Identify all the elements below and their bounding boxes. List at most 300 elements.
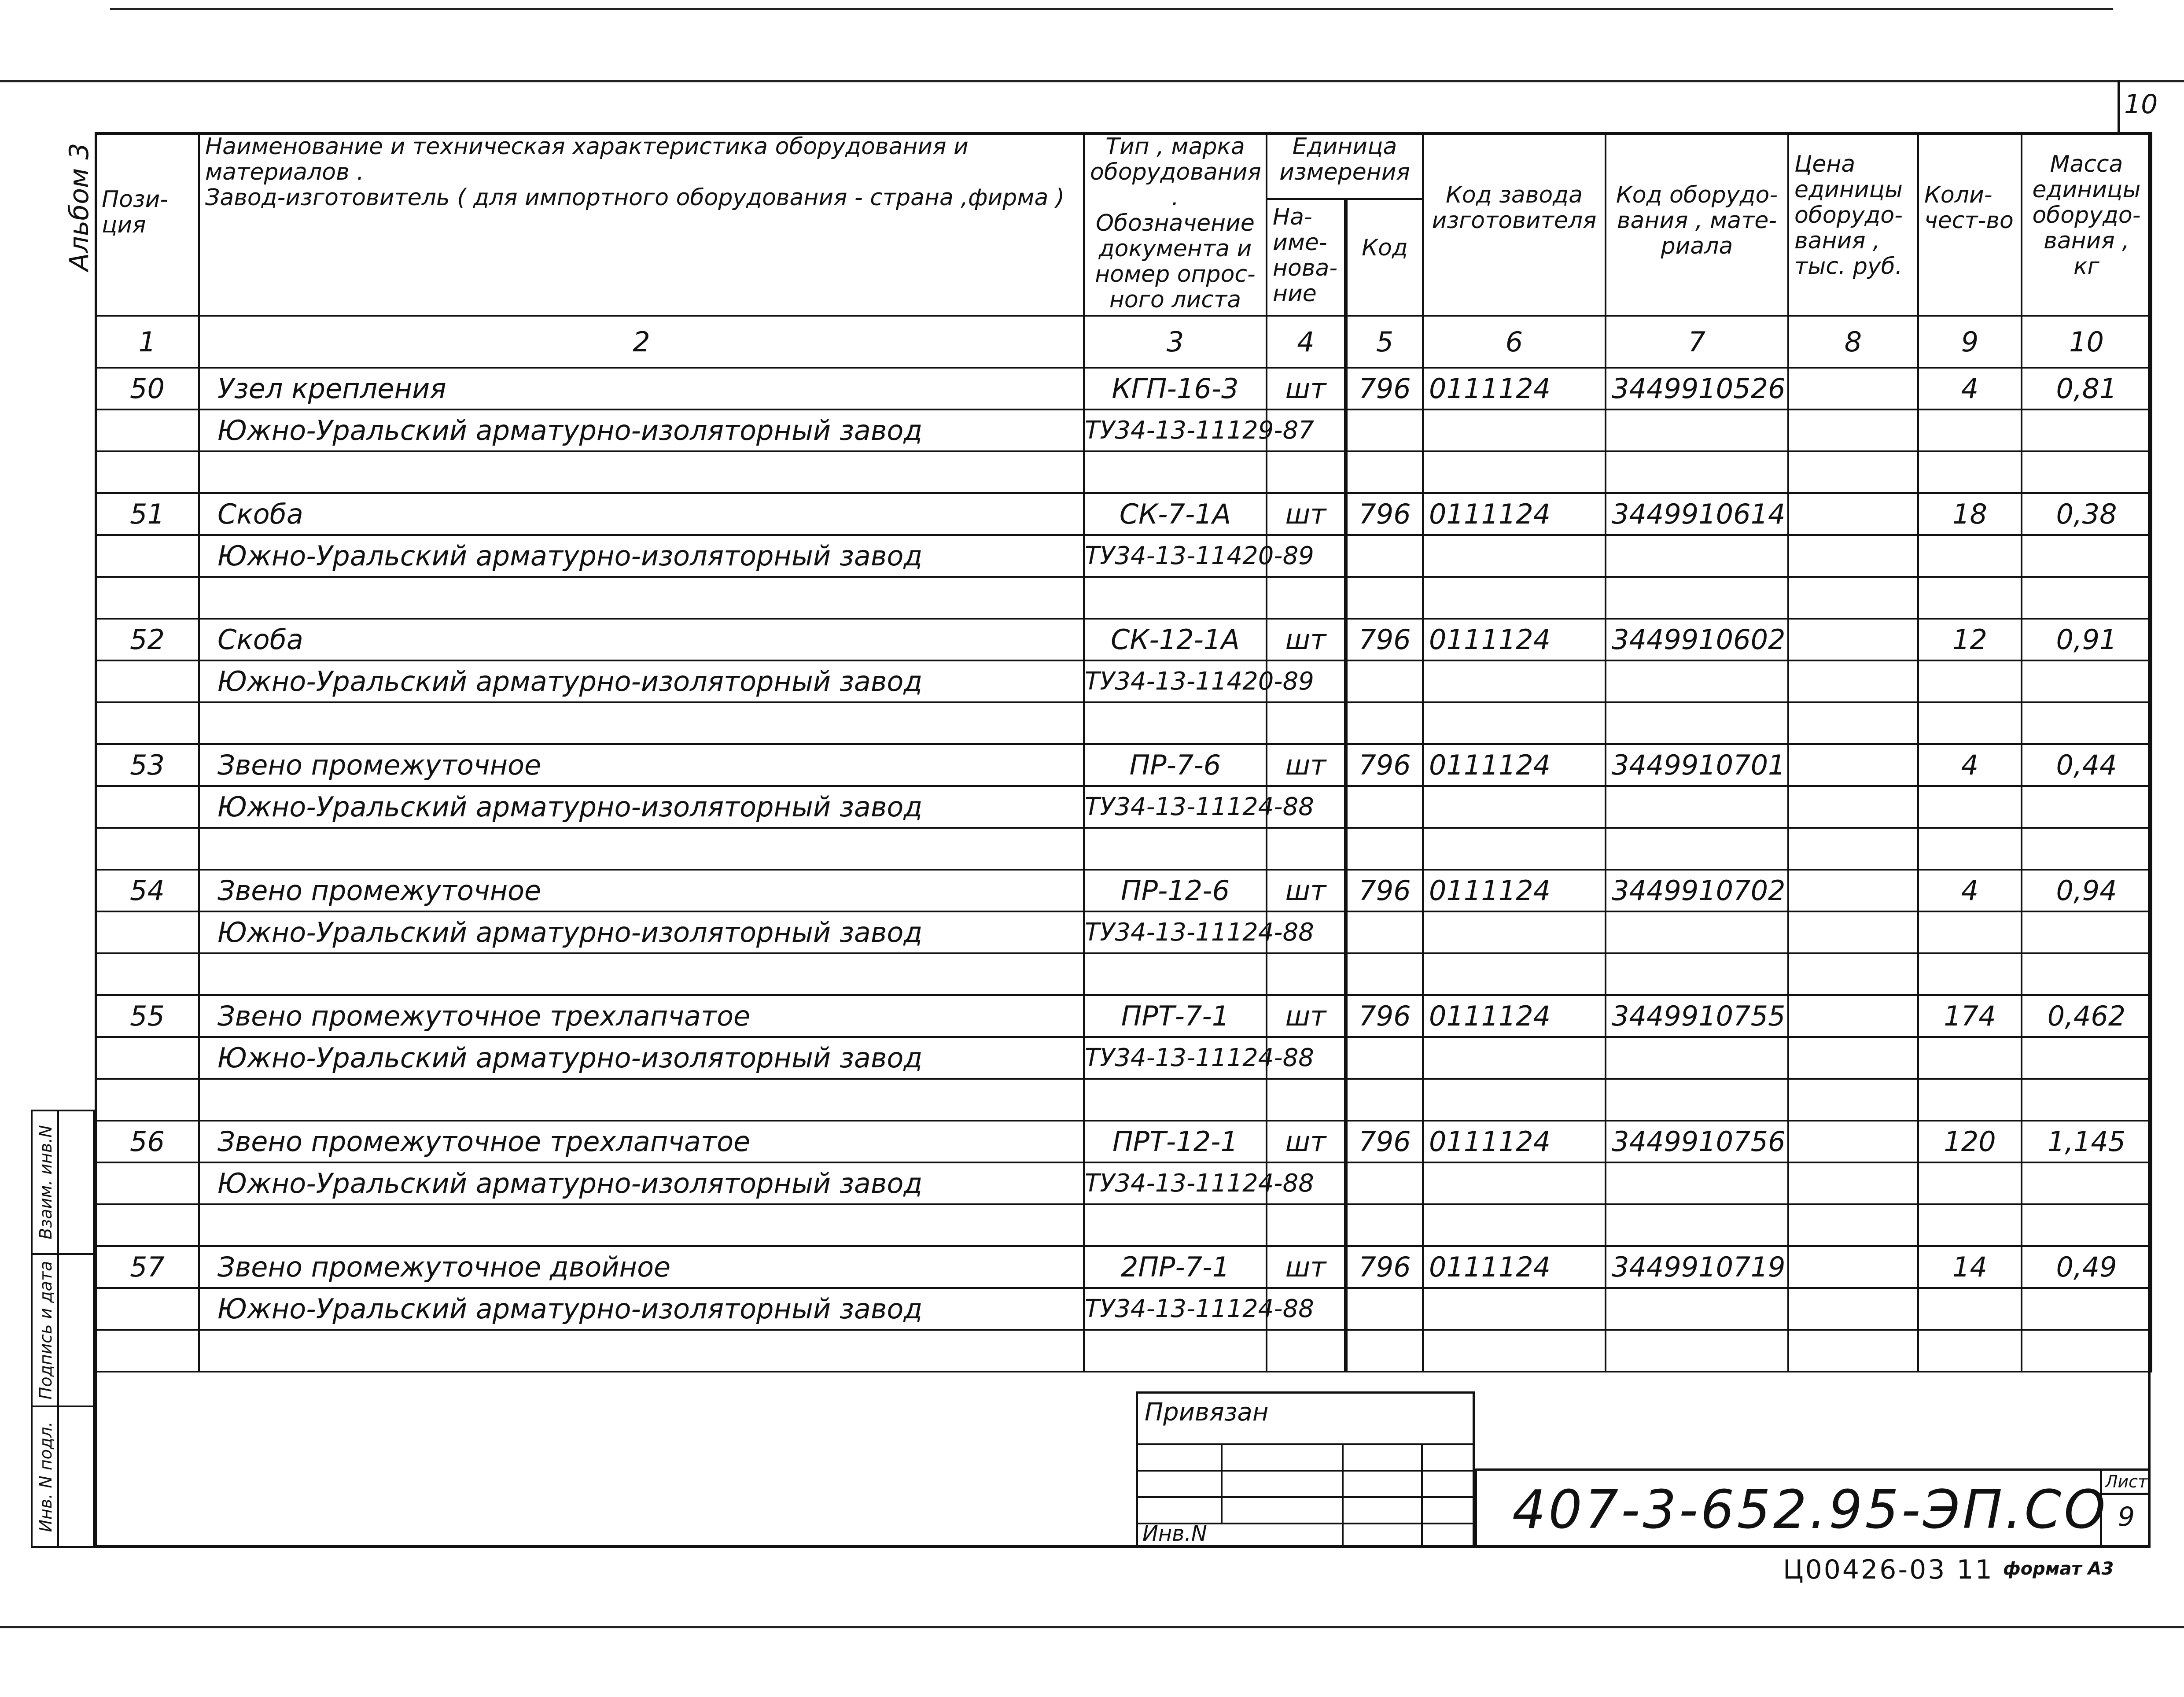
empty-cell bbox=[2022, 1079, 2151, 1121]
cell-price bbox=[1788, 870, 1918, 911]
empty-cell bbox=[2022, 1330, 2151, 1372]
empty-cell bbox=[1606, 660, 1788, 702]
cell-type: ПР-12-6 bbox=[1084, 870, 1267, 911]
sheet-label: Лист bbox=[2102, 1471, 2151, 1495]
empty-cell bbox=[1606, 1330, 1788, 1372]
empty-cell bbox=[2022, 1162, 2151, 1204]
empty-cell bbox=[199, 577, 1084, 619]
empty-cell bbox=[1788, 1037, 1918, 1079]
table-row bbox=[96, 535, 2151, 577]
empty-cell bbox=[1788, 1330, 1918, 1372]
cell-plant-code: 0111124 bbox=[1423, 870, 1606, 911]
empty-cell bbox=[1084, 702, 1267, 744]
cell-unit-code: 796 bbox=[1346, 1121, 1423, 1162]
cell-doc: ТУ34-13-11124-88 bbox=[1084, 786, 1267, 828]
empty-cell bbox=[2022, 1288, 2151, 1330]
cell-name: Скоба bbox=[199, 493, 1084, 535]
cell-price bbox=[1788, 995, 1918, 1037]
empty-cell bbox=[1606, 786, 1788, 828]
empty-cell bbox=[1788, 1162, 1918, 1204]
cell-qty: 120 bbox=[1918, 1121, 2022, 1162]
cell-plant-code: 0111124 bbox=[1423, 744, 1606, 786]
cell-unit: шт bbox=[1267, 619, 1346, 660]
empty-cell bbox=[199, 451, 1084, 493]
empty-cell bbox=[2022, 786, 2151, 828]
empty-cell bbox=[1788, 702, 1918, 744]
empty-cell bbox=[2022, 1204, 2151, 1246]
cell-plant-code: 0111124 bbox=[1423, 619, 1606, 660]
header-name-line1: Наименование и техническая характеристика оборудования и материалов . bbox=[205, 133, 969, 185]
title-block bbox=[1475, 1468, 2151, 1548]
cell-doc: ТУ34-13-11124-88 bbox=[1084, 1162, 1267, 1204]
column-number: 5 bbox=[1346, 316, 1423, 368]
column-number: 6 bbox=[1423, 316, 1606, 368]
empty-cell bbox=[1346, 535, 1423, 577]
empty-cell bbox=[1606, 953, 1788, 995]
empty-cell bbox=[1788, 1288, 1918, 1330]
empty-cell bbox=[96, 535, 199, 577]
empty-cell bbox=[96, 409, 199, 451]
empty-cell bbox=[1346, 786, 1423, 828]
cell-doc: ТУ34-13-11124-88 bbox=[1084, 911, 1267, 953]
cell-doc: ТУ34-13-11420-89 bbox=[1084, 660, 1267, 702]
empty-cell bbox=[1267, 953, 1346, 995]
binding-inv-label: Инв.N bbox=[1142, 1521, 1207, 1546]
empty-cell bbox=[2022, 535, 2151, 577]
column-number: 3 bbox=[1084, 316, 1267, 368]
empty-cell bbox=[1267, 1079, 1346, 1121]
cell-mass: 0,94 bbox=[2022, 870, 2151, 911]
empty-cell bbox=[1084, 1204, 1267, 1246]
album-label: Альбом 3 bbox=[64, 143, 95, 271]
cell-mass: 1,145 bbox=[2022, 1121, 2151, 1162]
empty-cell bbox=[1423, 953, 1606, 995]
empty-cell bbox=[96, 828, 199, 870]
empty-cell bbox=[1346, 1204, 1423, 1246]
empty-cell bbox=[2022, 702, 2151, 744]
empty-cell bbox=[1084, 953, 1267, 995]
empty-cell bbox=[1606, 451, 1788, 493]
cell-unit: шт bbox=[1267, 995, 1346, 1037]
empty-cell bbox=[1918, 577, 2022, 619]
cell-mass: 0,38 bbox=[2022, 493, 2151, 535]
table-row bbox=[96, 870, 2151, 911]
empty-cell bbox=[1346, 828, 1423, 870]
spacer-row bbox=[96, 828, 2151, 870]
empty-cell bbox=[1267, 1330, 1346, 1372]
cell-type: ПРТ-12-1 bbox=[1084, 1121, 1267, 1162]
table-row bbox=[96, 1288, 2151, 1330]
table-row bbox=[96, 368, 2151, 409]
cell-unit-code: 796 bbox=[1346, 995, 1423, 1037]
empty-cell bbox=[96, 953, 199, 995]
cell-mass: 0,81 bbox=[2022, 368, 2151, 409]
cell-unit-code: 796 bbox=[1346, 368, 1423, 409]
empty-cell bbox=[1918, 828, 2022, 870]
cell-name: Скоба bbox=[199, 619, 1084, 660]
empty-cell bbox=[2022, 828, 2151, 870]
cell-plant-code: 0111124 bbox=[1423, 1246, 1606, 1288]
spacer-row bbox=[96, 702, 2151, 744]
header-plant-code: Код завода изготовителя bbox=[1423, 133, 1606, 316]
empty-cell bbox=[1084, 828, 1267, 870]
cell-plant-code: 0111124 bbox=[1423, 368, 1606, 409]
stamp-swap-inv-label: Взаим. инв.N bbox=[36, 1125, 55, 1240]
empty-cell bbox=[1423, 911, 1606, 953]
header-position: Пози-ция bbox=[96, 133, 199, 316]
empty-cell bbox=[96, 702, 199, 744]
cell-unit-code: 796 bbox=[1346, 1246, 1423, 1288]
empty-cell bbox=[1788, 409, 1918, 451]
empty-cell bbox=[1606, 535, 1788, 577]
column-number: 4 bbox=[1267, 316, 1346, 368]
sheet-box bbox=[2100, 1471, 2151, 1548]
empty-cell bbox=[1918, 702, 2022, 744]
empty-cell bbox=[1267, 702, 1346, 744]
empty-cell bbox=[2022, 953, 2151, 995]
cell-pos: 54 bbox=[96, 870, 199, 911]
cell-unit: шт bbox=[1267, 1246, 1346, 1288]
empty-cell bbox=[2022, 1037, 2151, 1079]
empty-cell bbox=[1423, 451, 1606, 493]
empty-cell bbox=[1346, 1079, 1423, 1121]
cell-type: ПРТ-7-1 bbox=[1084, 995, 1267, 1037]
empty-cell bbox=[96, 1204, 199, 1246]
empty-cell bbox=[1788, 1079, 1918, 1121]
cell-qty: 12 bbox=[1918, 619, 2022, 660]
cell-price bbox=[1788, 368, 1918, 409]
empty-cell bbox=[96, 1162, 199, 1204]
empty-cell bbox=[96, 1037, 199, 1079]
empty-cell bbox=[1346, 409, 1423, 451]
cell-maker: Южно-Уральский арматурно-изоляторный завод bbox=[199, 1162, 1084, 1204]
header-qty: Коли-чест-во bbox=[1918, 133, 2022, 316]
empty-cell bbox=[1346, 702, 1423, 744]
cell-name: Звено промежуточное двойное bbox=[199, 1246, 1084, 1288]
cell-name: Звено промежуточное bbox=[199, 744, 1084, 786]
cell-maker: Южно-Уральский арматурно-изоляторный завод bbox=[199, 911, 1084, 953]
cell-plant-code: 0111124 bbox=[1423, 493, 1606, 535]
cell-price bbox=[1788, 619, 1918, 660]
top-trim-line bbox=[110, 8, 2113, 10]
cell-type: СК-7-1А bbox=[1084, 493, 1267, 535]
empty-cell bbox=[1346, 660, 1423, 702]
cell-price bbox=[1788, 1246, 1918, 1288]
cell-maker: Южно-Уральский арматурно-изоляторный завод bbox=[199, 409, 1084, 451]
stamp-swap-inv bbox=[31, 1110, 95, 1255]
table-row bbox=[96, 744, 2151, 786]
empty-cell bbox=[1346, 451, 1423, 493]
empty-cell bbox=[1423, 1162, 1606, 1204]
cell-plant-code: 0111124 bbox=[1423, 1121, 1606, 1162]
table-row bbox=[96, 911, 2151, 953]
empty-cell bbox=[1084, 1079, 1267, 1121]
side-stamp bbox=[31, 1110, 95, 1548]
table-row bbox=[96, 619, 2151, 660]
empty-cell bbox=[1918, 953, 2022, 995]
table-row bbox=[96, 1162, 2151, 1204]
cell-pos: 57 bbox=[96, 1246, 199, 1288]
table-row bbox=[96, 1121, 2151, 1162]
cell-price bbox=[1788, 744, 1918, 786]
empty-cell bbox=[1423, 660, 1606, 702]
cell-type: ПР-7-6 bbox=[1084, 744, 1267, 786]
empty-cell bbox=[1423, 828, 1606, 870]
empty-cell bbox=[1606, 577, 1788, 619]
empty-cell bbox=[1918, 660, 2022, 702]
cell-qty: 174 bbox=[1918, 995, 2022, 1037]
empty-cell bbox=[96, 451, 199, 493]
cell-equip-code: 3449910719 bbox=[1606, 1246, 1788, 1288]
cell-doc: ТУ34-13-11124-88 bbox=[1084, 1288, 1267, 1330]
empty-cell bbox=[1267, 1204, 1346, 1246]
cell-mass: 0,49 bbox=[2022, 1246, 2151, 1288]
format-label: формат А3 bbox=[2003, 1559, 2114, 1579]
document-number: 407-3-652.95-ЭП.СО bbox=[1512, 1479, 2108, 1541]
empty-cell bbox=[1267, 451, 1346, 493]
empty-cell bbox=[1346, 1037, 1423, 1079]
cell-type: КГП-16-3 bbox=[1084, 368, 1267, 409]
header-unit-name: На-име-нова-ние bbox=[1267, 199, 1346, 316]
empty-cell bbox=[2022, 660, 2151, 702]
cell-equip-code: 3449910614 bbox=[1606, 493, 1788, 535]
empty-cell bbox=[1423, 409, 1606, 451]
spacer-row bbox=[96, 1079, 2151, 1121]
column-number: 8 bbox=[1788, 316, 1918, 368]
stamp-inv-orig bbox=[31, 1406, 95, 1548]
empty-cell bbox=[1918, 451, 2022, 493]
cell-mass: 0,44 bbox=[2022, 744, 2151, 786]
empty-cell bbox=[1423, 1037, 1606, 1079]
table-row bbox=[96, 409, 2151, 451]
empty-cell bbox=[1423, 1079, 1606, 1121]
empty-cell bbox=[1606, 828, 1788, 870]
cell-maker: Южно-Уральский арматурно-изоляторный завод bbox=[199, 1037, 1084, 1079]
spacer-row bbox=[96, 953, 2151, 995]
empty-cell bbox=[1346, 1162, 1423, 1204]
empty-cell bbox=[96, 1079, 199, 1121]
stamp-sign-date-label: Подпись и дата bbox=[36, 1261, 55, 1400]
empty-cell bbox=[199, 828, 1084, 870]
top-border-line bbox=[0, 80, 2184, 82]
column-number: 9 bbox=[1918, 316, 2022, 368]
cell-type: СК-12-1А bbox=[1084, 619, 1267, 660]
empty-cell bbox=[1423, 1330, 1606, 1372]
empty-cell bbox=[1918, 535, 2022, 577]
empty-cell bbox=[96, 911, 199, 953]
empty-cell bbox=[1918, 1079, 2022, 1121]
empty-cell bbox=[1346, 577, 1423, 619]
empty-cell bbox=[1606, 702, 1788, 744]
header-type: Тип , марка оборудования . Обозначение документа и номер опрос-ного листа bbox=[1084, 133, 1267, 316]
cell-maker: Южно-Уральский арматурно-изоляторный завод bbox=[199, 786, 1084, 828]
empty-cell bbox=[1788, 1204, 1918, 1246]
cell-price bbox=[1788, 1121, 1918, 1162]
empty-cell bbox=[96, 786, 199, 828]
empty-cell bbox=[199, 1079, 1084, 1121]
empty-cell bbox=[1918, 786, 2022, 828]
empty-cell bbox=[1788, 828, 1918, 870]
empty-cell bbox=[199, 1204, 1084, 1246]
empty-cell bbox=[1346, 1288, 1423, 1330]
empty-cell bbox=[1606, 1037, 1788, 1079]
header-unit-group: Единица измерения bbox=[1267, 133, 1423, 199]
empty-cell bbox=[1788, 786, 1918, 828]
cell-qty: 18 bbox=[1918, 493, 2022, 535]
cell-unit-code: 796 bbox=[1346, 870, 1423, 911]
stamp-inv-orig-label: Инв. N подл. bbox=[36, 1421, 55, 1532]
empty-cell bbox=[2022, 409, 2151, 451]
empty-cell bbox=[1346, 1330, 1423, 1372]
empty-cell bbox=[96, 577, 199, 619]
empty-cell bbox=[2022, 577, 2151, 619]
table-row bbox=[96, 660, 2151, 702]
cell-doc: ТУ34-13-11129-87 bbox=[1084, 409, 1267, 451]
cell-mass: 0,462 bbox=[2022, 995, 2151, 1037]
empty-cell bbox=[1084, 577, 1267, 619]
bottom-border-line bbox=[0, 1626, 2184, 1628]
empty-cell bbox=[96, 660, 199, 702]
table-row bbox=[96, 786, 2151, 828]
cell-qty: 14 bbox=[1918, 1246, 2022, 1288]
cell-unit: шт bbox=[1267, 368, 1346, 409]
stamp-sign-date bbox=[31, 1253, 95, 1407]
empty-cell bbox=[1918, 911, 2022, 953]
binding-title: Привязан bbox=[1145, 1398, 1269, 1427]
cell-unit-code: 796 bbox=[1346, 493, 1423, 535]
cell-maker: Южно-Уральский арматурно-изоляторный завод bbox=[199, 1288, 1084, 1330]
cell-maker: Южно-Уральский арматурно-изоляторный завод bbox=[199, 535, 1084, 577]
cell-equip-code: 3449910526 bbox=[1606, 368, 1788, 409]
spacer-row bbox=[96, 451, 2151, 493]
empty-cell bbox=[1606, 1204, 1788, 1246]
cell-unit-code: 796 bbox=[1346, 744, 1423, 786]
column-number: 10 bbox=[2022, 316, 2151, 368]
empty-cell bbox=[1606, 1162, 1788, 1204]
empty-cell bbox=[199, 953, 1084, 995]
empty-cell bbox=[1918, 1204, 2022, 1246]
empty-cell bbox=[1606, 911, 1788, 953]
empty-cell bbox=[1423, 535, 1606, 577]
sheet-number: 9 bbox=[2118, 1501, 2135, 1532]
cell-name: Узел крепления bbox=[199, 368, 1084, 409]
header-unit-code: Код bbox=[1346, 199, 1423, 316]
empty-cell bbox=[1788, 660, 1918, 702]
column-number: 2 bbox=[199, 316, 1084, 368]
empty-cell bbox=[1918, 1288, 2022, 1330]
empty-cell bbox=[1423, 786, 1606, 828]
empty-cell bbox=[1788, 577, 1918, 619]
table-row bbox=[96, 1246, 2151, 1288]
cell-name: Звено промежуточное трехлапчатое bbox=[199, 995, 1084, 1037]
empty-cell bbox=[1918, 1330, 2022, 1372]
empty-cell bbox=[1346, 953, 1423, 995]
cell-equip-code: 3449910702 bbox=[1606, 870, 1788, 911]
cell-unit: шт bbox=[1267, 744, 1346, 786]
cell-qty: 4 bbox=[1918, 870, 2022, 911]
empty-cell bbox=[1918, 1162, 2022, 1204]
header-price: Цена единицы оборудо-вания , тыс. руб. bbox=[1788, 133, 1918, 316]
empty-cell bbox=[1788, 911, 1918, 953]
cell-type: 2ПР-7-1 bbox=[1084, 1246, 1267, 1288]
cell-name: Звено промежуточное bbox=[199, 870, 1084, 911]
binding-stamp bbox=[1136, 1391, 1475, 1548]
empty-cell bbox=[1606, 1079, 1788, 1121]
empty-cell bbox=[1267, 828, 1346, 870]
empty-cell bbox=[2022, 451, 2151, 493]
cell-equip-code: 3449910701 bbox=[1606, 744, 1788, 786]
empty-cell bbox=[96, 1288, 199, 1330]
empty-cell bbox=[2022, 911, 2151, 953]
page-number: 10 bbox=[2124, 89, 2158, 120]
empty-cell bbox=[1423, 1204, 1606, 1246]
cell-maker: Южно-Уральский арматурно-изоляторный завод bbox=[199, 660, 1084, 702]
cell-unit: шт bbox=[1267, 493, 1346, 535]
specification-table bbox=[95, 132, 2152, 1372]
cell-price bbox=[1788, 493, 1918, 535]
cell-unit: шт bbox=[1267, 870, 1346, 911]
table-row bbox=[96, 493, 2151, 535]
cell-unit: шт bbox=[1267, 1121, 1346, 1162]
empty-cell bbox=[1084, 1330, 1267, 1372]
spacer-row bbox=[96, 577, 2151, 619]
cell-equip-code: 3449910756 bbox=[1606, 1121, 1788, 1162]
empty-cell bbox=[1788, 535, 1918, 577]
cell-doc: ТУ34-13-11420-89 bbox=[1084, 535, 1267, 577]
empty-cell bbox=[1084, 451, 1267, 493]
cell-equip-code: 3449910755 bbox=[1606, 995, 1788, 1037]
empty-cell bbox=[199, 702, 1084, 744]
cell-doc: ТУ34-13-11124-88 bbox=[1084, 1037, 1267, 1079]
empty-cell bbox=[1606, 409, 1788, 451]
empty-cell bbox=[1423, 577, 1606, 619]
empty-cell bbox=[96, 1330, 199, 1372]
empty-cell bbox=[199, 1330, 1084, 1372]
page-number-box bbox=[2118, 80, 2158, 132]
cell-pos: 55 bbox=[96, 995, 199, 1037]
header-name-line2: Завод-изготовитель ( для импортного оборудования - страна ,фирма ) bbox=[205, 184, 1065, 211]
cell-qty: 4 bbox=[1918, 744, 2022, 786]
header-name bbox=[199, 133, 1084, 316]
spacer-row bbox=[96, 1330, 2151, 1372]
cell-pos: 52 bbox=[96, 619, 199, 660]
cell-pos: 53 bbox=[96, 744, 199, 786]
cell-qty: 4 bbox=[1918, 368, 2022, 409]
empty-cell bbox=[1918, 1037, 2022, 1079]
archive-number: Ц00426-03 11 bbox=[1783, 1554, 1994, 1585]
empty-cell bbox=[1788, 451, 1918, 493]
empty-cell bbox=[1606, 1288, 1788, 1330]
empty-cell bbox=[1423, 1288, 1606, 1330]
cell-pos: 50 bbox=[96, 368, 199, 409]
empty-cell bbox=[1267, 577, 1346, 619]
empty-cell bbox=[1918, 409, 2022, 451]
column-number: 1 bbox=[96, 316, 199, 368]
table-row bbox=[96, 995, 2151, 1037]
column-number: 7 bbox=[1606, 316, 1788, 368]
cell-pos: 56 bbox=[96, 1121, 199, 1162]
cell-unit-code: 796 bbox=[1346, 619, 1423, 660]
cell-pos: 51 bbox=[96, 493, 199, 535]
cell-plant-code: 0111124 bbox=[1423, 995, 1606, 1037]
table-row bbox=[96, 1037, 2151, 1079]
header-mass: Масса единицы оборудо-вания , кг bbox=[2022, 133, 2151, 316]
empty-cell bbox=[1423, 702, 1606, 744]
cell-mass: 0,91 bbox=[2022, 619, 2151, 660]
cell-name: Звено промежуточное трехлапчатое bbox=[199, 1121, 1084, 1162]
empty-cell bbox=[1346, 911, 1423, 953]
empty-cell bbox=[1788, 953, 1918, 995]
